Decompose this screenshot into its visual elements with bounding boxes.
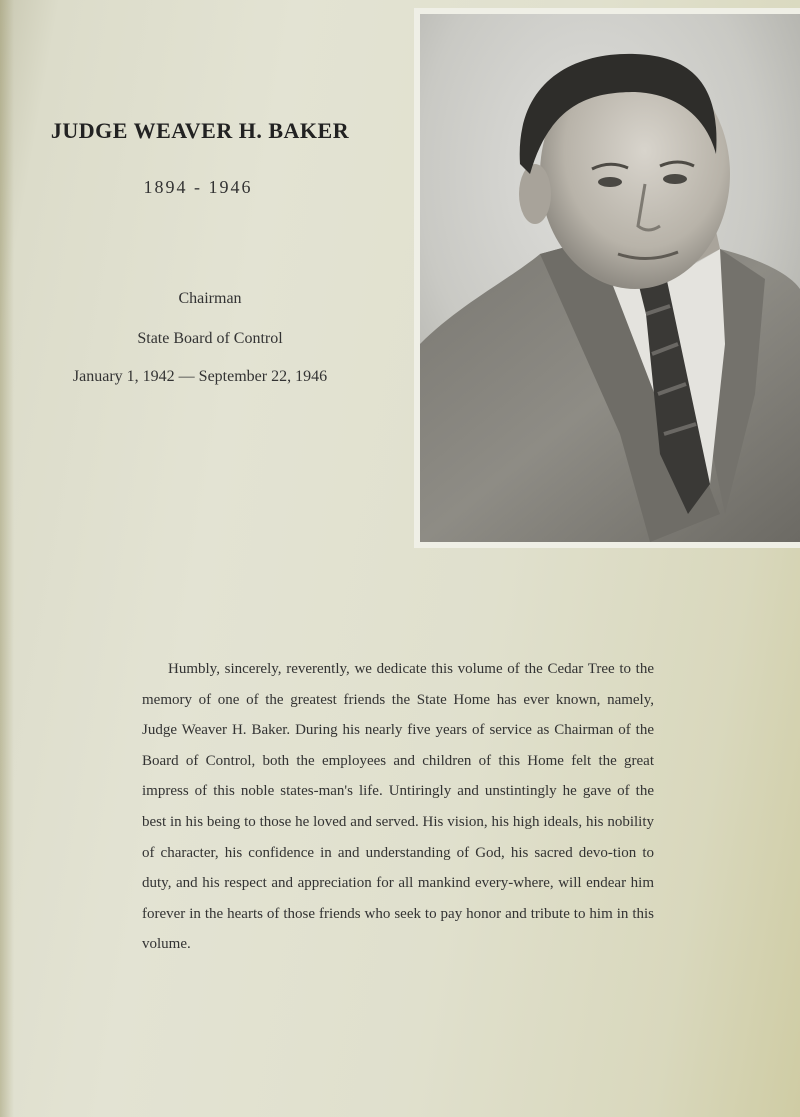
portrait-photo [420,14,800,542]
memorial-header [0,118,400,144]
role-board: State Board of Control [137,330,283,347]
role-dates: January 1, 1942 — September 22, 1946 [72,368,328,385]
portrait-photo-frame [414,8,800,548]
dedication-text: Humbly, sincerely, reverently, we dedicate this volume of the Cedar Tree to the memory of one of the greatest friends the State Home has ever known, namely, Judge Weaver H. Baker. During his nearly five years of service as Chairman of the Board of Control, both the employees and children of this Home felt the great impress of this noble states-man's life. Untiringly and unstintingly he gave of the best in his being to those he loved and served. His vision, his high ideals, his nobility of character, his confidence in and understanding of God, his sacred devo-tion to duty, and his respect and appreciation for all mankind every-where, will endear him forever in the hearts of those friends who seek to pay honor and tribute to him in this volume. [142,661,654,953]
page-edge-shadow [0,0,14,1117]
role-title: Chairman [178,290,242,307]
memorial-years: 1894 - 1946 [143,177,253,197]
memorial-name: JUDGE WEAVER H. BAKER [50,118,350,143]
